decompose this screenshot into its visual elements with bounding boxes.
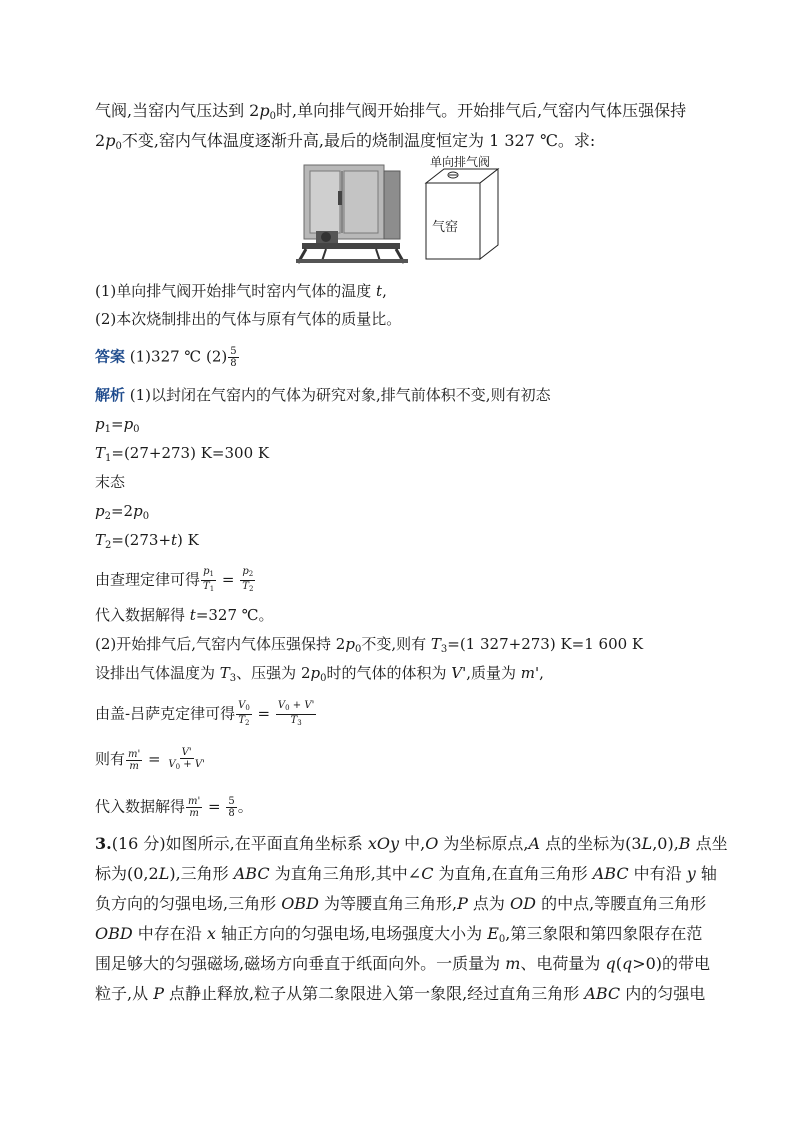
problem-3-line-6: 粒子,从 P 点静止释放,粒子从第二象限进入第一象限,经过直角三角形 ABC 内的匀强电 (95, 984, 706, 1003)
final-state-label: 末态 (95, 473, 126, 491)
answer-line: 答案 (1)327 ℃ (2) $\frac{5}{8}$ (95, 346, 237, 369)
question-1: (1)单向排气阀开始排气时窑内气体的温度 t, (95, 282, 387, 300)
p1-equation: $p_1=p_0$ (95, 415, 140, 435)
solution-line-1: 解析 (1)以封闭在气窑内的气体为研究对象,排气前体积不变,则有初态 (95, 386, 551, 404)
p2-equation: $p_2=2p_0$ (95, 502, 150, 522)
intro-line-1: 气阀,当窑内气压达到 $2p_0$时,单向排气阀开始排气。开始排气后,气窑内气体压强保持 (95, 101, 687, 122)
part-2-line-1: (2)开始排气后,气窑内气体压强保持 $2p_0$不变,则有 $T_3=(1$ 327+273) K=1 600 K (95, 635, 644, 655)
answer-label: 答案 (95, 347, 126, 366)
gay-lussac-line: 由盖-吕萨克定律可得 $\frac{V_0}{T_2}$ = $\frac{V_0 + V'}{T_3}$ (95, 700, 315, 727)
solve-2-line: 代入数据解得 $\frac{m'}{m}$ = $\frac{5}{8}$ 。 (95, 796, 253, 819)
kiln-photo (296, 161, 408, 265)
part-2-line-2: 设排出气体温度为 $T_3$、压强为 $2p_0$时的气体的体积为 V',质量为 m', (95, 664, 544, 684)
t2-equation: $T_2=(273+t)$ K (95, 531, 199, 551)
charles-law-line: 由查理定律可得 $\frac{p_1}{T_1}$ = $\frac{p_2}{T_2}$ (95, 566, 254, 593)
kiln-label: 气窑 (432, 220, 459, 235)
problem-3-line-3: 负方向的匀强电场,三角形 OBD 为等腰直角三角形,P 点为 OD 的中点,等腰直角三角形 (95, 894, 707, 913)
t1-equation: $T_1=(27+273)$ K=300 K (95, 444, 270, 464)
solution-label: 解析 (95, 386, 126, 404)
solve-1-line: 代入数据解得 t=327 ℃。 (95, 606, 274, 624)
problem-3-number: 3. (95, 834, 112, 853)
question-2: (2)本次烧制排出的气体与原有气体的质量比。 (95, 310, 402, 328)
answer-fraction: $\frac{5}{8}$ (230, 346, 237, 369)
problem-3-line-5: 围足够大的匀强磁场,磁场方向垂直于纸面向外。一质量为 m、电荷量为 q(q>0)的带电 (95, 954, 711, 973)
problem-3-line-1: 3.(16 分)如图所示,在平面直角坐标系 xOy 中,O 为坐标原点,A 点的坐标为(3L,0),B 点坐 (95, 834, 728, 853)
valve-label: 单向排气阀 (430, 155, 491, 169)
problem-3-line-2: 标为(0,2L),三角形 ABC 为直角三角形,其中∠C 为直角,在直角三角形 ABC 中有沿 y 轴 (95, 864, 717, 883)
ratio-line: 则有 $\frac{m'}{m}$ = $\frac{V'}{V_0 + V'}$ (95, 747, 205, 772)
intro-line-2: $2p_0$不变,窑内气体温度逐渐升高,最后的烧制温度恒定为 1 327 ℃。求: (95, 131, 596, 152)
problem-3-line-4: OBD 中存在沿 x 轴正方向的匀强电场,电场强度大小为 $E_0$,第三象限和第四象限存在范 (95, 924, 703, 945)
